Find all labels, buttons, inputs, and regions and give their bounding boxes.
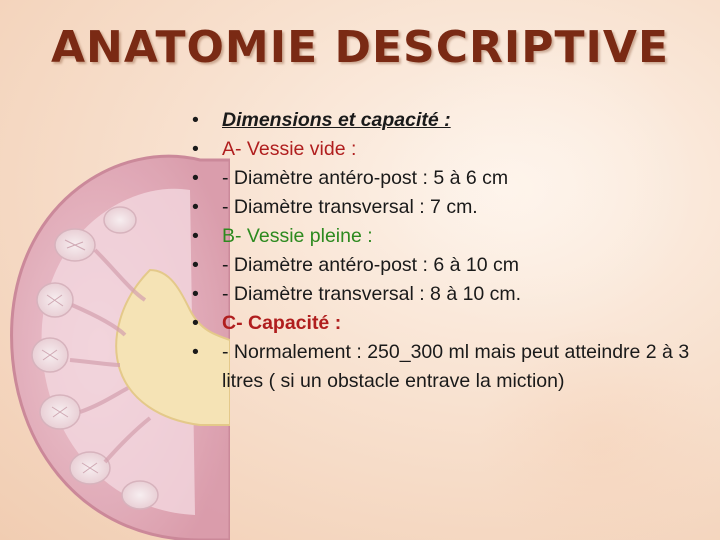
subheading-capacity: C- Capacité : [222, 312, 342, 334]
list-item [190, 280, 700, 309]
list-item [190, 164, 700, 193]
list-item [190, 135, 700, 164]
bullet-dot-icon: • [192, 225, 199, 247]
bullet-dot-icon: • [192, 167, 199, 189]
list-item [190, 222, 700, 251]
bullet-dot-icon: • [192, 341, 199, 363]
list-item-text: - Diamètre transversal : 7 cm. [222, 196, 478, 218]
bullet-dot-icon: • [192, 196, 199, 218]
subheading-empty-bladder: A- Vessie vide : [222, 138, 357, 160]
bullet-dot-icon: • [192, 109, 199, 131]
list-item [190, 309, 700, 338]
bullet-dot-icon: • [192, 312, 199, 334]
list-item-text: - Normalement : 250_300 ml mais peut atteindre 2 à 3 litres ( si un obstacle entrave la miction) [222, 341, 690, 392]
bullet-dot-icon: • [192, 283, 199, 305]
list-item-text: - Diamètre antéro-post : 6 à 10 cm [222, 254, 519, 276]
list-item [190, 338, 700, 396]
list-item-text: - Diamètre transversal : 8 à 10 cm. [222, 283, 522, 305]
list-item [190, 193, 700, 222]
slide-title: ANATOMIE DESCRIPTIVE [50, 22, 670, 73]
bullet-list [190, 106, 700, 396]
section-heading: Dimensions et capacité : [222, 109, 451, 131]
list-item [190, 106, 700, 135]
subheading-full-bladder: B- Vessie pleine : [222, 225, 373, 247]
list-item [190, 251, 700, 280]
list-item-text: - Diamètre antéro-post : 5 à 6 cm [222, 167, 509, 189]
bullet-dot-icon: • [192, 138, 199, 160]
bullet-dot-icon: • [192, 254, 199, 276]
